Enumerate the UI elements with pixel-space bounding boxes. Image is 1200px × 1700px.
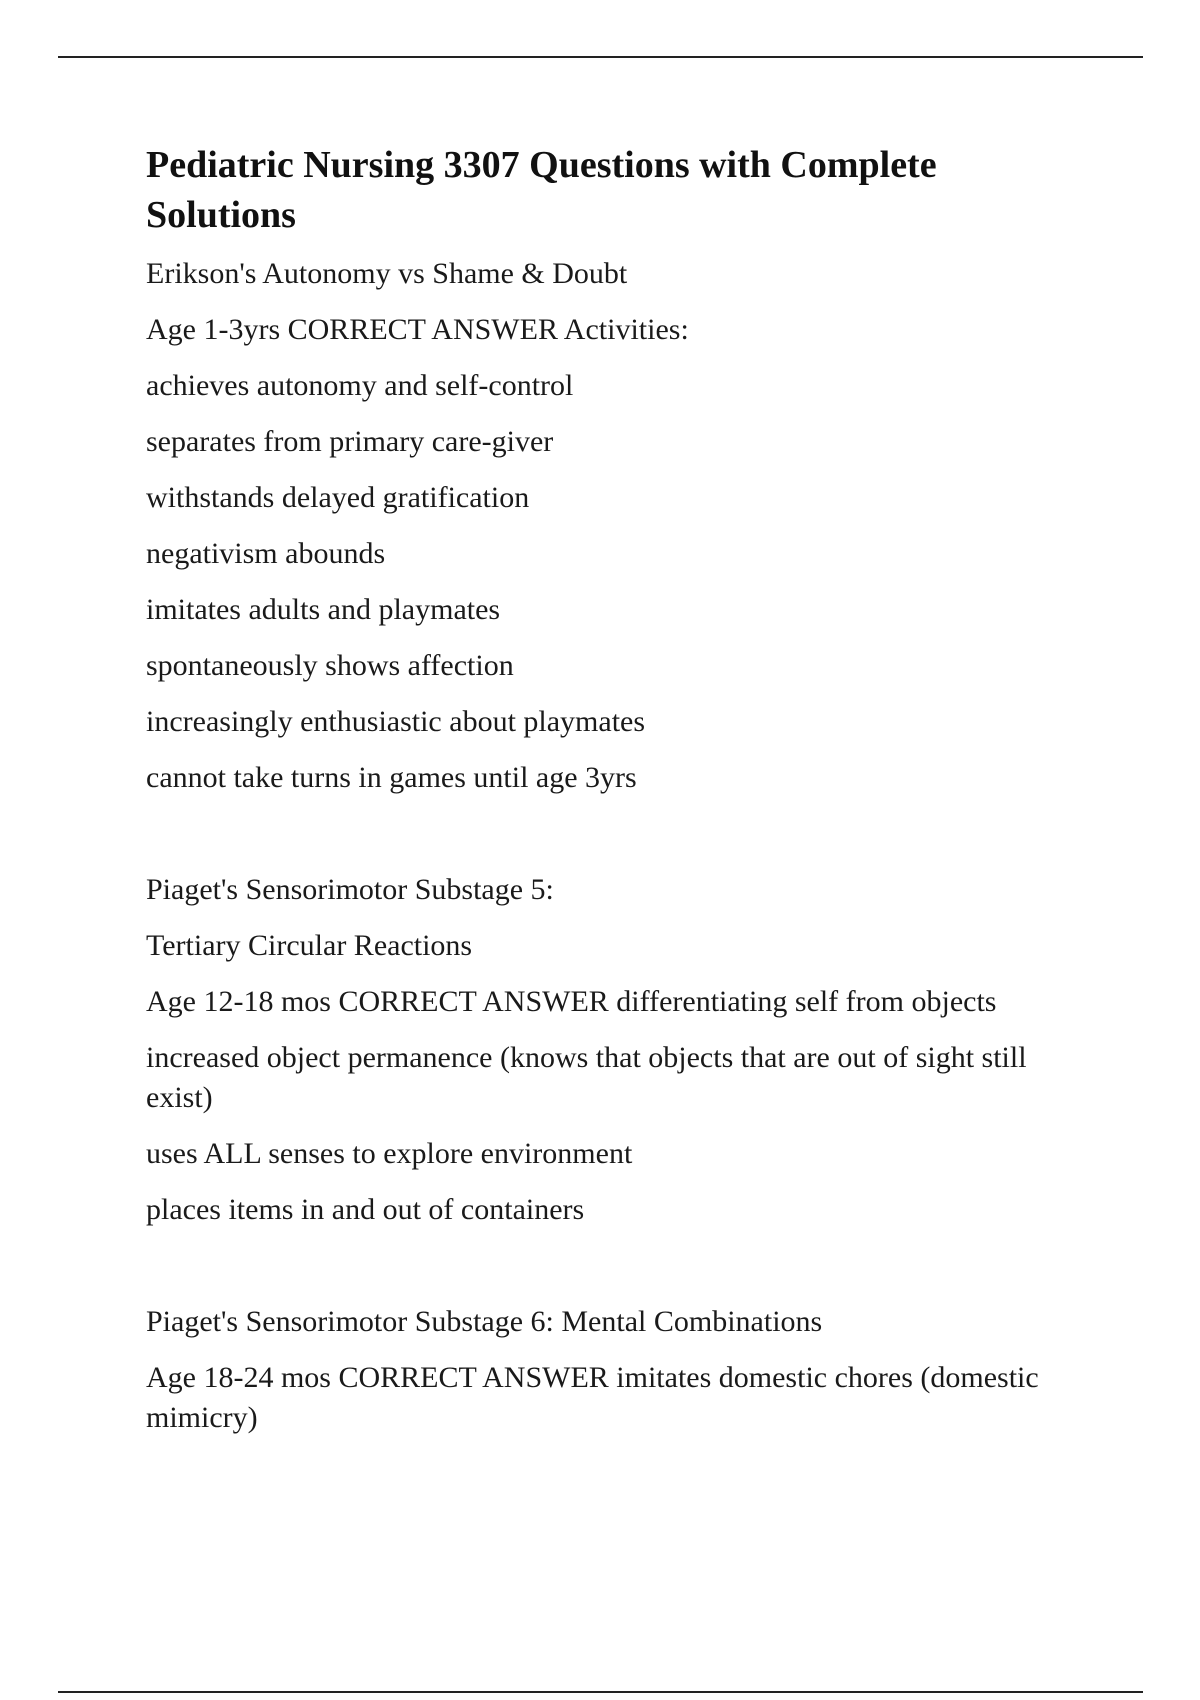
section-piaget-substage-5 [146, 870, 1086, 1246]
answer-line: achieves autonomy and self-control [146, 369, 574, 402]
answer-line: withstands delayed gratification [146, 481, 530, 514]
question-line: Erikson's Autonomy vs Shame & Doubt [146, 257, 628, 290]
document-title: Pediatric Nursing 3307 Questions with Complete Solutions [146, 144, 937, 236]
question-line: Tertiary Circular Reactions [146, 929, 473, 962]
answer-line: Age 1-3yrs CORRECT ANSWER Activities: [146, 313, 689, 346]
answer-line: imitates adults and playmates [146, 593, 501, 626]
answer-line: increased object permanence (knows that objects that are out of sight still exist) [146, 1041, 1027, 1114]
answer-line: Age 18-24 mos CORRECT ANSWER imitates domestic chores (domestic mimicry) [146, 1361, 1039, 1434]
answer-line: Age 12-18 mos CORRECT ANSWER differentiating self from objects [146, 985, 997, 1018]
section-erikson [146, 254, 1086, 814]
answer-line: uses ALL senses to explore environment [146, 1137, 633, 1170]
answer-line: places items in and out of containers [146, 1193, 585, 1226]
answer-line: negativism abounds [146, 537, 386, 570]
answer-line: cannot take turns in games until age 3yrs [146, 761, 637, 794]
section-piaget-substage-6 [146, 1302, 1086, 1454]
answer-line: increasingly enthusiastic about playmates [146, 705, 646, 738]
section-spacer [146, 1246, 1086, 1302]
bottom-rule [58, 1691, 1143, 1693]
document-body [146, 140, 1086, 1454]
answer-line: spontaneously shows affection [146, 649, 514, 682]
section-spacer [146, 814, 1086, 870]
top-rule [58, 56, 1143, 58]
question-line: Piaget's Sensorimotor Substage 5: [146, 873, 554, 906]
answer-line: separates from primary care-giver [146, 425, 554, 458]
question-line: Piaget's Sensorimotor Substage 6: Mental Combinations [146, 1305, 823, 1338]
